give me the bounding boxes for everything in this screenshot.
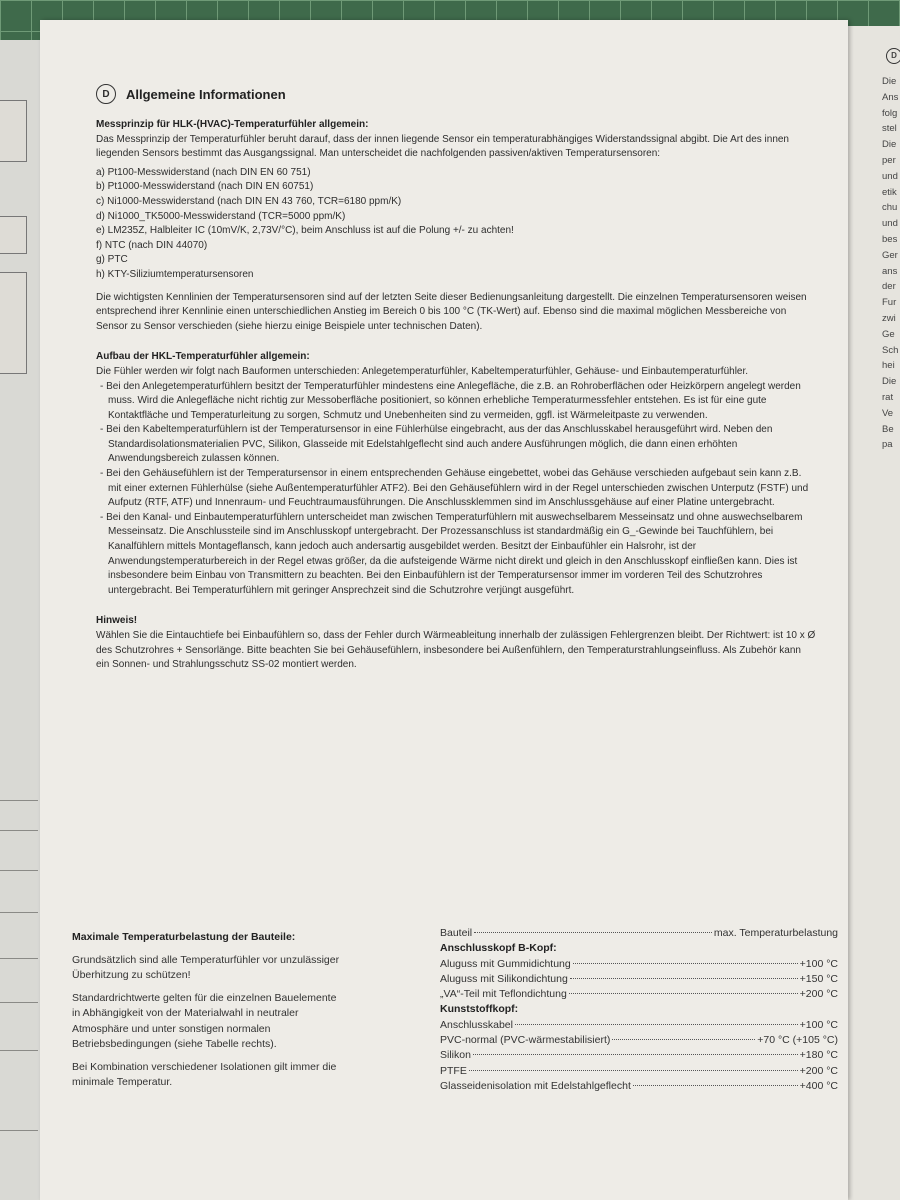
next-page-fragment: und xyxy=(882,218,898,230)
section-heading-construction: Aufbau der HKL-Temperaturfühler allgemein: xyxy=(96,351,310,363)
adjacent-page-left xyxy=(0,40,40,1200)
table-row xyxy=(440,1079,838,1094)
next-page-fragment: per xyxy=(882,154,896,166)
sensor-list xyxy=(96,166,816,283)
list-item: b) Pt1000-Messwiderstand (nach DIN EN 60751) xyxy=(96,181,314,193)
page-title: Allgemeine Informationen xyxy=(126,86,286,102)
max-temp-info xyxy=(72,930,342,1098)
table-row-value: +150 °C xyxy=(799,972,838,985)
table-group xyxy=(440,1018,838,1094)
table-header-row xyxy=(440,926,838,941)
table-group-heading: Kunststoffkopf: xyxy=(440,1003,519,1016)
table-row-value: +200 °C xyxy=(799,988,838,1001)
table-row-value: +400 °C xyxy=(799,1079,838,1092)
next-page-fragment: Die xyxy=(882,139,897,151)
next-page-fragment: pa xyxy=(882,439,893,451)
list-item: d) Ni1000_TK5000-Messwiderstand (TCR=5000 ppm/K) xyxy=(96,210,346,222)
construction-list xyxy=(96,380,816,599)
next-page-fragments xyxy=(852,74,900,453)
list-item: - Bei den Kabeltemperaturfühlern ist der Temperatursensor in eine Fühlerhülse eingebracht, aus der das Anschlusskabel herausgeführt wird. Neben den Standardisolationsmaterialien PVC, Silikon, Glasseide mit Edelstahlgeflecht sind auch andere Ausführungen möglich, die dann einen erhöhten Anwendungsbereich zulassen können. xyxy=(100,424,773,465)
left-page-box xyxy=(0,272,27,374)
hint-heading: Hinweis! xyxy=(96,615,138,627)
list-item: - Bei den Kanal- und Einbautemperaturfühlern unterscheidet man zwischen Temperaturfühlern mit auswechselbarem Messeinsatz und ohne auswechselbarem Messeinsatz. Die Anschlussteile sind im Anschlusskopf untergebracht. Der Prozessanschluss ist standardmäßig ein G_-Gewinde bei Tauchfühlern, bei Kanalfühlern mittels Montageflansch, kann jedoch auch andersartig ausgebildet werden. Besitzt der Einbaufühler ein Halsrohr, ist der Anwendungstemperaturbereich in der Regel etwas größer, da die aufsteigende Wärme nicht direkt und gleich in den Anschlusskopf einfließen kann. Dies ist insbesondere beim Einbau von Transmittern zu beachten. Bei den Einbaufühlern ist der Temperatursensor immer im vorderen Teil des Schutzrohres untergebracht. Bei Temperaturfühlern mit geringer Ansprechzeit sind die Schutzrohre verjüngt ausgeführt. xyxy=(100,511,803,596)
next-page-fragment: Ve xyxy=(882,407,894,419)
table-row xyxy=(440,957,838,972)
language-badge-next: D xyxy=(886,48,900,64)
next-page-fragment: Die xyxy=(882,376,897,388)
table-row-label: Anschlusskabel xyxy=(440,1018,513,1031)
list-item: c) Ni1000-Messwiderstand (nach DIN EN 43 760, TCR=6180 ppm/K) xyxy=(96,195,402,207)
left-page-rule xyxy=(0,912,38,913)
list-item: e) LM235Z, Halbleiter IC (10mV/K, 2,73V/°C), beim Anschluss ist auf die Polung +/- zu achten! xyxy=(96,225,514,237)
table-row-label: Aluguss mit Silikondichtung xyxy=(440,972,568,985)
next-page-column xyxy=(852,40,900,453)
table-row-label: PTFE xyxy=(440,1064,467,1077)
max-temp-text: Standardrichtwerte gelten für die einzelnen Bauelemente in Abhängigkeit von der Materialwahl in neutraler Atmosphäre und unter sonstigen normalen Betriebsbedingungen (siehe Tabelle rechts). xyxy=(72,991,337,1050)
list-item: - Bei den Gehäusefühlern ist der Temperatursensor in einem entsprechenden Gehäuse eingebettet, wobei das Gehäuse verschieden aufgebaut sein kann z.B. mit einer externen Fühlerhülse (siehe Außentemperaturfühler ATF2). Bei den Gehäusefühlern wird in der Regel unterschieden zwischen Unterputz (FSTF) und Aufputz (RTF, ATF) und Innenraum- und Feuchtraumausführungen. Die Anschlussklemmen sind im Anschlussgehäuse auf einer Platine untergebracht. xyxy=(100,468,809,509)
table-row-value: +180 °C xyxy=(799,1049,838,1062)
max-temp-text: Grundsätzlich sind alle Temperaturfühler vor unzulässiger Überhitzung zu schützen! xyxy=(72,953,340,981)
max-temp-text: Bei Kombination verschiedener Isolationen gilt immer die minimale Temperatur. xyxy=(72,1060,337,1088)
page-header xyxy=(96,84,286,104)
table-row-value: +100 °C xyxy=(799,1018,838,1031)
left-page-rule xyxy=(0,1050,38,1051)
hint-text: Wählen Sie die Eintauchtiefe bei Einbaufühlern so, dass der Fehler durch Wärmeableitung innerhalb der zulässigen Fehlergrenzen bleibt. Der Richtwert: ist 10 x Ø des Schutzrohres + Sensorlänge. Bitte beachten Sie bei Gehäusefühlern, insbesondere bei Außenfühlern, den Temperaturstrahlungseinfluss. Als Zubehör kann ein Sonnen- und Strahlungsschutz SS-02 montiert werden. xyxy=(96,630,816,671)
next-page-fragment: stel xyxy=(882,123,897,135)
table-col-left: Bauteil xyxy=(440,927,473,939)
language-badge: D xyxy=(96,84,116,104)
next-page-fragment: Fur xyxy=(882,297,897,309)
table-row-value: +200 °C xyxy=(799,1064,838,1077)
table-group-heading: Anschlusskopf B-Kopf: xyxy=(440,942,557,955)
left-page-rule xyxy=(0,1130,38,1131)
next-page-fragment: chu xyxy=(882,202,898,214)
next-page-fragment: zwi xyxy=(882,312,896,324)
left-page-box xyxy=(0,216,27,254)
table-row-label: PVC-normal (PVC-wärmestabilisiert) xyxy=(440,1034,611,1047)
table-row xyxy=(440,1033,838,1048)
table-group xyxy=(440,957,838,1003)
left-page-rule xyxy=(0,830,38,831)
next-page-fragment: Sch xyxy=(882,344,899,356)
list-item: h) KTY-Siliziumtemperatursensoren xyxy=(96,268,254,280)
next-page-fragment: Be xyxy=(882,423,894,435)
section-heading-measuring-principle: Messprinzip für HLK-(HVAC)-Temperaturfühler allgemein: xyxy=(96,119,369,130)
table-row xyxy=(440,972,838,987)
max-temp-heading: Maximale Temperaturbelastung der Bauteile: xyxy=(72,931,296,943)
list-item: g) PTC xyxy=(96,254,128,266)
left-page-rule xyxy=(0,1002,38,1003)
table-row xyxy=(440,1064,838,1079)
left-page-rule xyxy=(0,958,38,959)
list-item: a) Pt100-Messwiderstand (nach DIN EN 60 751) xyxy=(96,166,311,178)
next-page-fragment: rat xyxy=(882,391,894,403)
table-row-label: Glasseidenisolation mit Edelstahlgeflecht xyxy=(440,1079,631,1092)
next-page-fragment: der xyxy=(882,281,896,293)
left-page-rule xyxy=(0,800,38,801)
left-page-box xyxy=(0,100,27,162)
temperature-table xyxy=(440,926,838,1094)
section-text: Die wichtigsten Kennlinien der Temperatursensoren sind auf der letzten Seite dieser Bedienungsanleitung dargestellt. Die einzelnen Temperatursensoren weisen entsprechend ihrer Kennlinie einen unterschiedlichen Anstieg im Bereich 0 bis 100 °C (TK-Wert) auf. Ebenso sind die maximal möglichen Messbereiche von Sensor zu Sensor verschieden (siehe hierzu einige Beispiele unter technischen Daten). xyxy=(96,291,807,332)
section-text: Die Fühler werden wir folgt nach Bauformen unterschieden: Anlegetemperaturfühler, Kabeltemperaturfühler, Gehäuse- und Einbautemperaturfühler. xyxy=(96,365,749,377)
next-page-fragment: Ge xyxy=(882,328,895,340)
next-page-fragment: Ans xyxy=(882,91,899,103)
left-page-rule xyxy=(0,870,38,871)
list-item: - Bei den Anlegetemperaturfühlern besitzt der Temperaturfühler mindestens eine Anlegefläche, die z.B. an Rohroberflächen oder Heizkörpern angelegt werden muss. Wird die Anlegefläche nicht richtig zur Messoberfläche positioniert, so können erhebliche Temperaturmessfehler entstehen. Es ist für eine gute Kontaktfläche und Temperaturleitung zu sorgen, Schmutz und Unebenheiten sind zu vermeiden, ggfl. ist Wärmeleitpaste zu verwenden. xyxy=(100,380,801,421)
table-row-label: „VA“-Teil mit Teflondichtung xyxy=(440,988,567,1001)
document-page xyxy=(40,20,848,1200)
next-page-fragment: Die xyxy=(882,76,897,87)
table-row xyxy=(440,1018,838,1033)
section-text: Das Messprinzip der Temperaturfühler beruht darauf, dass der innen liegende Sensor ein temperaturabhängiges Widerstandssignal abgibt. Die Art des innen liegenden Sensors bestimmt das Ausgangssignal. Man unterscheidet die nachfolgenden passiven/aktiven Temperatursensoren: xyxy=(96,133,789,160)
body-text xyxy=(96,118,816,673)
table-row-value: +100 °C xyxy=(799,957,838,970)
next-page-fragment: Ger xyxy=(882,249,898,261)
next-page-fragment: ans xyxy=(882,265,898,277)
table-row-label: Silikon xyxy=(440,1049,471,1062)
next-page-fragment: etik xyxy=(882,186,897,198)
table-col-right: max. Temperaturbelastung xyxy=(713,927,838,939)
next-page-fragment: hei xyxy=(882,360,895,372)
list-item: f) NTC (nach DIN 44070) xyxy=(96,239,208,251)
table-row xyxy=(440,987,838,1002)
table-row-label: Aluguss mit Gummidichtung xyxy=(440,957,571,970)
next-page-fragment: bes xyxy=(882,233,898,245)
next-page-fragment: folg xyxy=(882,107,898,119)
table-row xyxy=(440,1048,838,1063)
table-row-value: +70 °C (+105 °C) xyxy=(757,1034,838,1047)
next-page-fragment: und xyxy=(882,170,898,182)
